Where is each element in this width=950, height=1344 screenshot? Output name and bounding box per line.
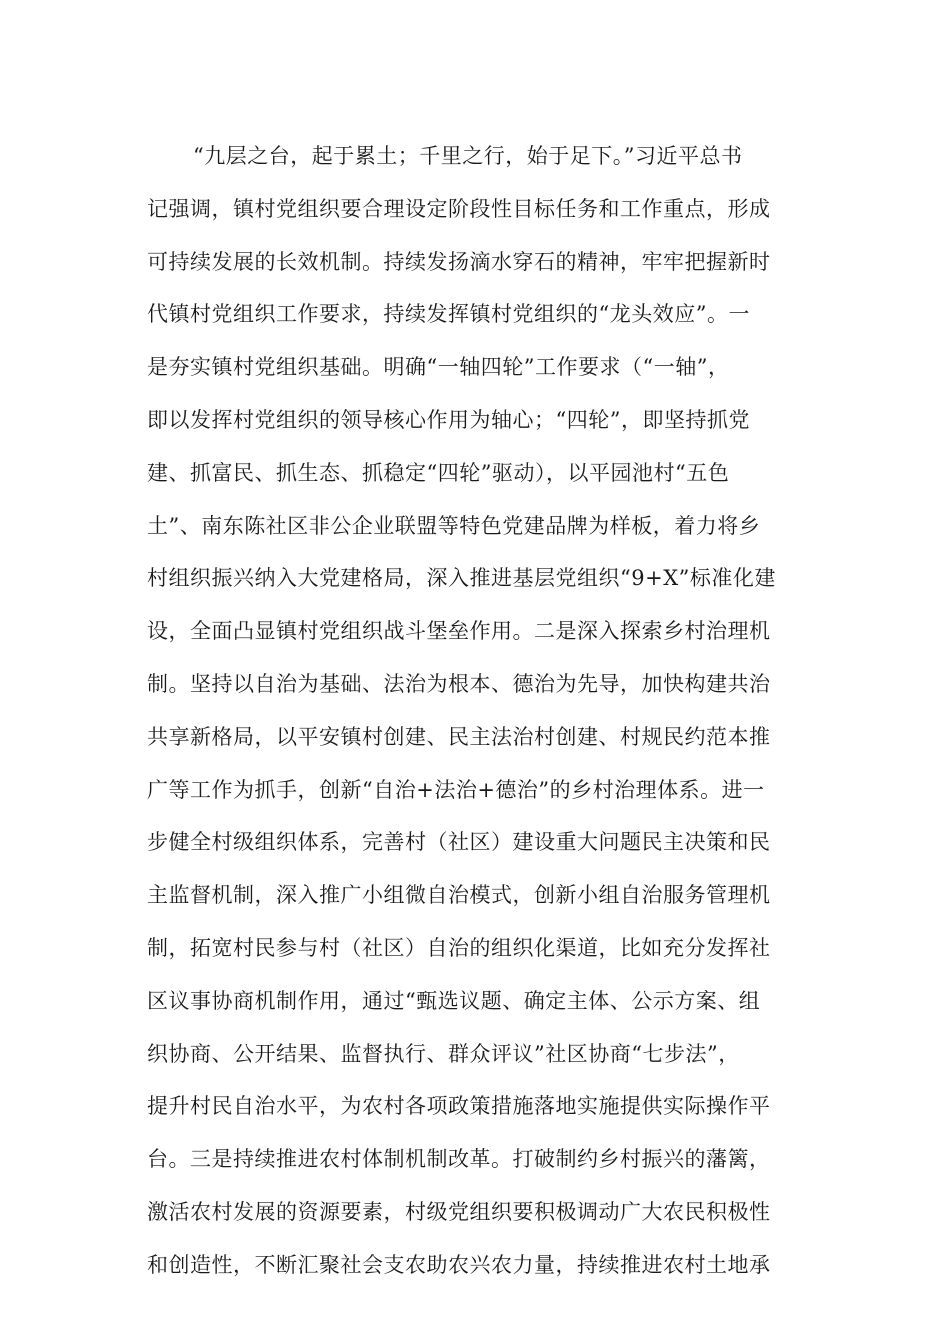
text-line: 步健全村级组织体系，完善村（社区）建设重大问题民主决策和民 bbox=[147, 830, 771, 855]
text-line: 广等工作为抓手，创新“自治+法治+德治”的乡村治理体系。进一 bbox=[147, 777, 765, 802]
text-line: 主监督机制，深入推广小组微自治模式，创新小组自治服务管理机 bbox=[147, 883, 771, 908]
text-line: 台。三是持续推进农村体制机制改革。打破制约乡村振兴的藩篱， bbox=[147, 1147, 771, 1172]
text-line: 织协商、公开结果、监督执行、群众评议”社区协商“七步法”， bbox=[147, 1041, 740, 1066]
text-line: 村组织振兴纳入大党建格局，深入推进基层党组织“9+X”标准化建 bbox=[147, 566, 776, 591]
text-line: 区议事协商机制作用，通过“甄选议题、确定主体、公示方案、组 bbox=[147, 988, 761, 1013]
text-line: 设，全面凸显镇村党组织战斗堡垒作用。二是深入探索乡村治理机 bbox=[147, 619, 771, 644]
text-line: 记强调，镇村党组织要合理设定阶段性目标任务和工作重点，形成 bbox=[147, 196, 771, 221]
text-line: 制，拓宽村民参与村（社区）自治的组织化渠道，比如充分发挥社 bbox=[147, 935, 771, 960]
text-line: 是夯实镇村党组织基础。明确“一轴四轮”工作要求（“一轴”， bbox=[147, 355, 730, 380]
text-line: 代镇村党组织工作要求，持续发挥镇村党组织的“龙头效应”。一 bbox=[147, 302, 750, 327]
text-line: 土”、南东陈社区非公企业联盟等特色党建品牌为样板，着力将乡 bbox=[147, 513, 761, 538]
text-line: 提升村民自治水平，为农村各项政策措施落地实施提供实际操作平 bbox=[147, 1094, 771, 1119]
text-line: 建、抓富民、抓生态、抓稳定“四轮”驱动），以平园池村“五色 bbox=[147, 460, 730, 485]
text-line: 和创造性，不断汇聚社会支农助农兴农力量，持续推进农村土地承 bbox=[147, 1252, 771, 1277]
text-line: 即以发挥村党组织的领导核心作用为轴心；“四轮”，即坚持抓党 bbox=[147, 407, 750, 432]
text-line: 制。坚持以自治为基础、法治为根本、德治为先导，加快构建共治 bbox=[147, 671, 771, 696]
text-line: “九层之台，起于累土；千里之行，始于足下。”习近平总书 bbox=[193, 144, 743, 168]
body-paragraph bbox=[147, 130, 803, 1292]
text-line: 共享新格局，以平安镇村创建、民主法治村创建、村规民约范本推 bbox=[147, 724, 771, 749]
text-line: 激活农村发展的资源要素，村级党组织要积极调动广大农民积极性 bbox=[147, 1199, 771, 1224]
text-line: 可持续发展的长效机制。持续发扬滴水穿石的精神，牢牢把握新时 bbox=[147, 249, 771, 274]
